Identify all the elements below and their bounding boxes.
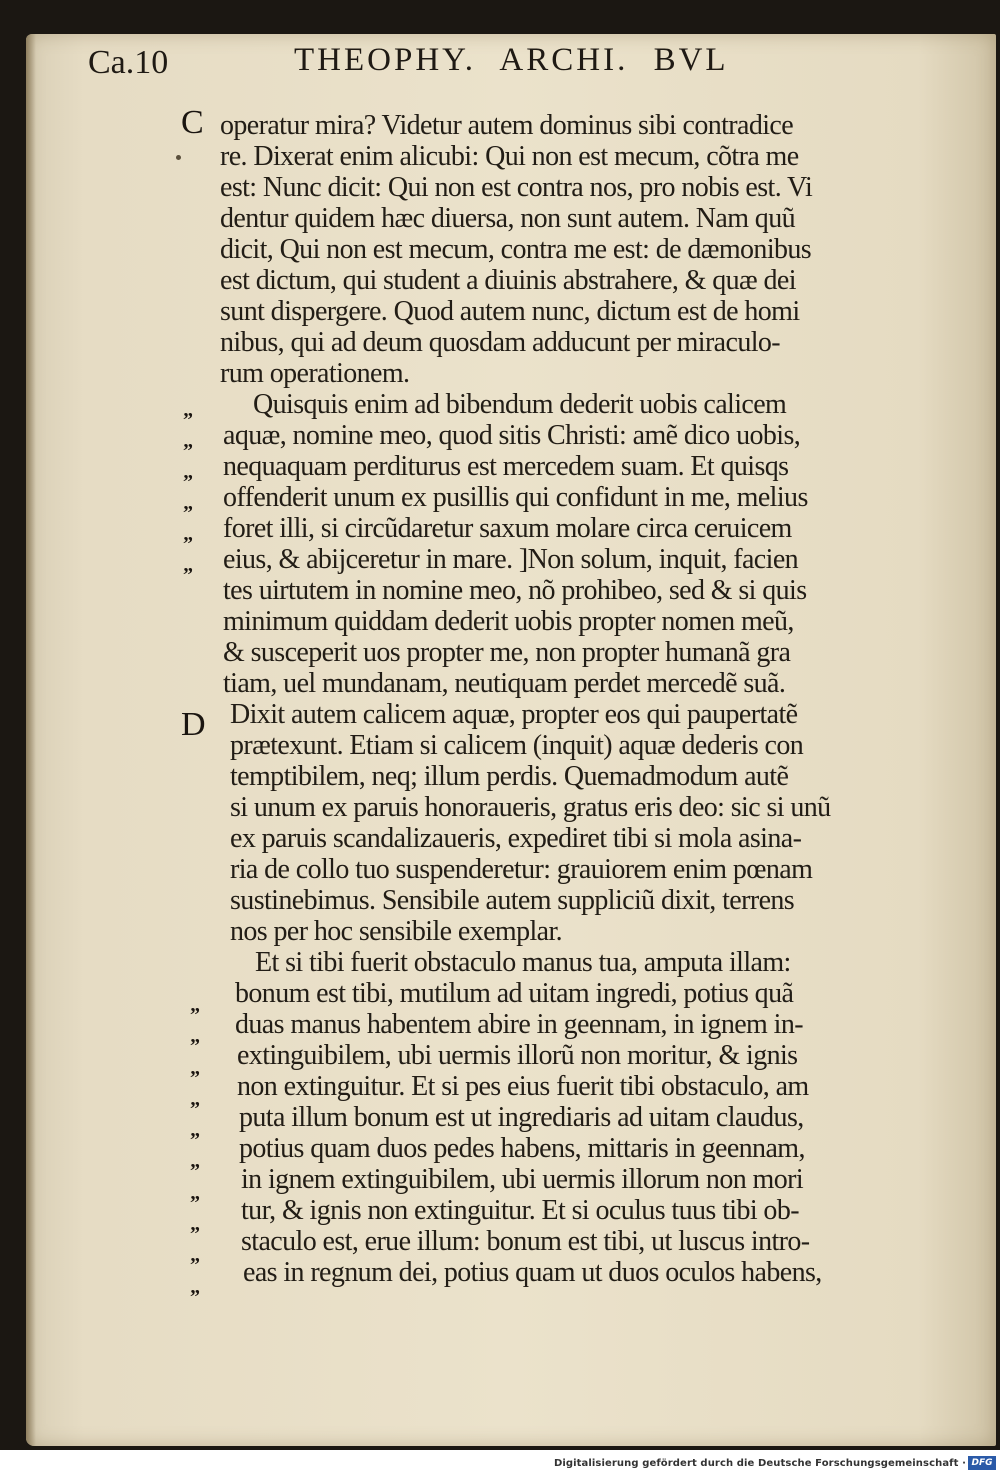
text-line: prætexunt. Etiam si calicem (inquit) aquæ dederis con <box>230 730 804 761</box>
text-line: Et si tibi fuerit obstaculo manus tua, amputa illam: <box>255 947 791 978</box>
margin-section-letter-c: C <box>181 104 204 141</box>
page-edge-shadow <box>26 34 36 1446</box>
text-line: temptibilem, neq; illum perdis. Quemadmodum autẽ <box>230 761 789 792</box>
footer-bar <box>0 1450 1000 1474</box>
text-line: eas in regnum dei, potius quam ut duos oculos habens, <box>243 1257 822 1288</box>
body-text <box>195 110 930 1288</box>
text-line: Dixit autem calicem aquæ, propter eos qui paupertatẽ <box>230 699 798 730</box>
text-line: rum operationem. <box>220 358 410 389</box>
running-title: THEOPHY. ARCHI. BVL <box>294 42 729 78</box>
dfg-logo: DFG <box>968 1456 996 1470</box>
quote-mark: ” <box>190 1160 200 1183</box>
text-line: in ignem extinguibilem, ubi uermis illorum non mori <box>241 1164 804 1195</box>
text-line: foret illi, si circũdaretur saxum molare circa ceruicem <box>223 513 792 544</box>
funding-credit: Digitalisierung gefördert durch die Deutsche Forschungsgemeinschaft · <box>553 1458 966 1469</box>
text-line: operatur mira? Videtur autem dominus sibi contradice <box>220 110 794 141</box>
text-line: sunt dispergere. Quod autem nunc, dictum est de homi <box>220 296 800 327</box>
text-line: nequaquam perditurus est mercedem suam. Et quisqs <box>223 451 789 482</box>
quote-mark: ” <box>190 1223 200 1246</box>
text-line: extinguibilem, ubi uermis illorũ non moritur, & ignis <box>237 1040 798 1071</box>
text-line: tur, & ignis non extinguitur. Et si oculus tuus tibi ob- <box>241 1195 799 1226</box>
text-line: potius quam duos pedes habens, mittaris in geennam, <box>239 1133 805 1164</box>
quote-mark: ” <box>183 533 193 555</box>
margin-dot <box>176 155 181 160</box>
text-line: offenderit unum ex pusillis qui confidunt in me, melius <box>223 482 808 513</box>
quote-mark: ” <box>190 1285 200 1308</box>
quote-mark: ” <box>183 471 193 493</box>
text-line: dicit, Qui non est mecum, contra me est: de dæmonibus <box>220 234 812 265</box>
quote-mark: ” <box>190 1004 200 1026</box>
text-line: staculo est, erue illum: bonum est tibi, ut luscus intro- <box>241 1226 810 1257</box>
text-line: bonum est tibi, mutilum ad uitam ingredi, potius quã <box>235 978 794 1009</box>
quote-mark: ” <box>190 1129 200 1152</box>
chapter-number: Ca.10 <box>88 44 169 81</box>
quote-mark: ” <box>190 1254 200 1277</box>
text-line: non extinguitur. Et si pes eius fuerit tibi obstaculo, am <box>237 1071 809 1102</box>
text-line: si unum ex paruis honoraueris, gratus eris deo: sic si unũ <box>230 792 831 823</box>
text-line: est: Nunc dicit: Qui non est contra nos, pro nobis est. Vi <box>220 172 813 203</box>
text-line: ria de collo tuo suspenderetur: grauiorem enim pœnam <box>230 854 813 885</box>
text-line: ex paruis scandalizaueris, expediret tibi si mola asina- <box>230 823 802 854</box>
text-line: nibus, qui ad deum quosdam adducunt per miraculo- <box>220 327 781 358</box>
text-line: Quisquis enim ad bibendum dederit uobis calicem <box>253 389 787 420</box>
quote-mark: ” <box>190 1191 200 1214</box>
page-header <box>88 40 768 90</box>
text-line: eius, & abijceretur in mare. ]Non solum, inquit, facien <box>223 544 799 575</box>
text-line: re. Dixerat enim alicubi: Qui non est mecum, cõtra me <box>220 141 799 172</box>
text-line: nos per hoc sensibile exemplar. <box>230 916 563 947</box>
text-line: puta illum bonum est ut ingrediaris ad uitam claudus, <box>239 1102 804 1133</box>
text-line: dentur quidem hæc diuersa, non sunt autem. Nam quũ <box>220 203 795 234</box>
text-line: aquæ, nomine meo, quod sitis Christi: amẽ dico uobis, <box>223 420 801 451</box>
text-line: est dictum, qui student a diuinis abstrahere, & quæ dei <box>220 265 796 296</box>
quote-mark: ” <box>183 502 193 524</box>
quote-mark: ” <box>190 1066 200 1089</box>
text-line: tes uirtutem in nomine meo, nõ prohibeo, sed & si quis <box>223 575 807 606</box>
text-line: & susceperit uos propter me, non propter humanã gra <box>223 637 791 668</box>
quote-mark: ” <box>190 1035 200 1058</box>
quote-mark: ” <box>190 1097 200 1120</box>
text-line: tiam, uel mundanam, neutiquam perdet mercedẽ suã. <box>223 668 786 699</box>
text-line: sustinebimus. Sensibile autem suppliciũ dixit, terrens <box>230 885 795 916</box>
text-line: duas manus habentem abire in geennam, in ignem in- <box>235 1009 803 1040</box>
margin-section-letter-d: D <box>181 706 206 743</box>
quote-mark: ” <box>183 409 193 431</box>
quote-mark: ” <box>183 564 193 586</box>
quote-mark: ” <box>183 440 193 462</box>
text-line: minimum quiddam dederit uobis propter nomen meũ, <box>223 606 794 637</box>
